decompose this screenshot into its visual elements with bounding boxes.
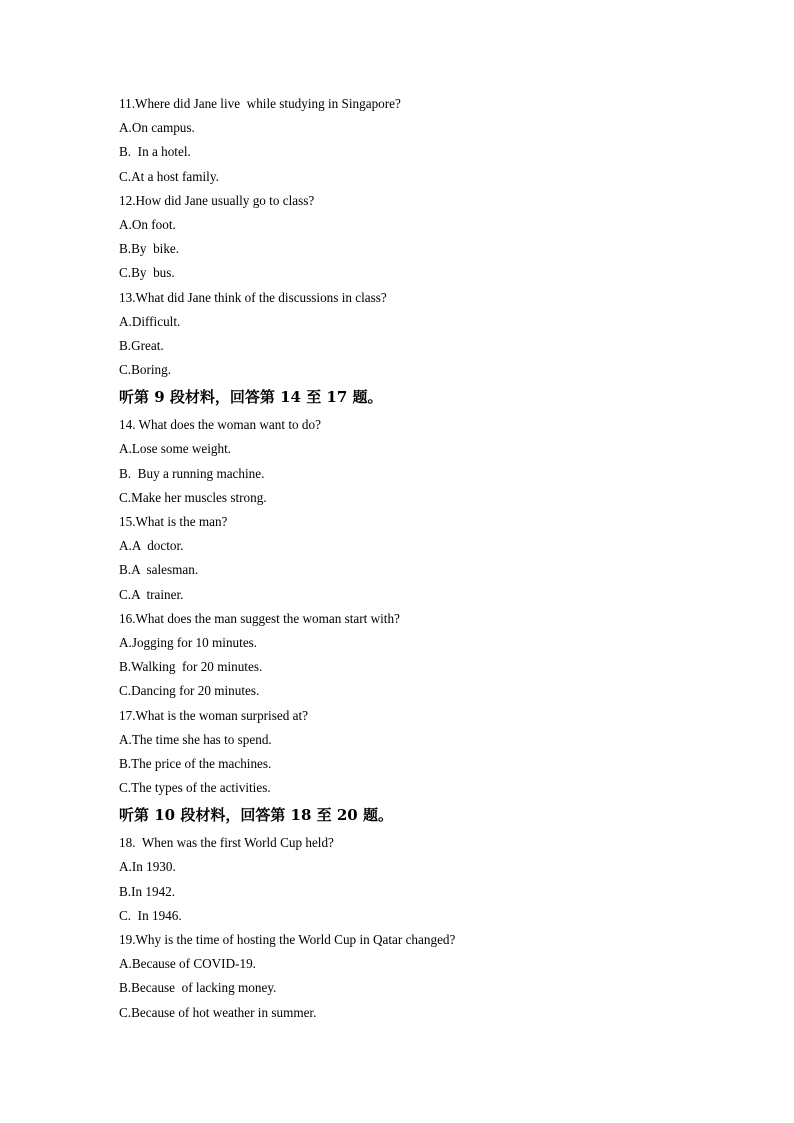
option-11-a: A.On campus. [119,120,195,136]
question-16: 16.What does the man suggest the woman start with? [119,610,400,626]
option-16-b: B.Walking for 20 minutes. [119,659,263,675]
section-heading-10: 听第 10 段材料，回答第 18 至 20 题。 [119,806,393,825]
option-19-c: C.Because of hot weather in summer. [119,1004,317,1020]
option-11-b: B. In a hotel. [119,144,191,160]
option-14-b: B. Buy a running machine. [119,465,265,481]
question-19: 19.Why is the time of hosting the World Cup in Qatar changed? [119,932,456,947]
option-12-a: A.On foot. [119,216,176,232]
question-18: 18. When was the first World Cup held? [119,835,334,851]
question-13: 13.What did Jane think of the discussions in class? [119,289,387,305]
option-16-a: A.Jogging for 10 minutes. [119,634,258,650]
option-15-b: B.A salesman. [119,562,199,578]
document-page [119,92,719,1025]
question-12: 12.How did Jane usually go to class? [119,192,315,208]
option-12-c: C.By bus. [119,265,175,281]
question-11: 11.Where did Jane live while studying in Singapore? [119,96,401,111]
option-19-a: A.Because of COVID-19. [119,956,256,972]
option-19-b: B.Because of lacking money. [119,980,277,996]
option-14-c: C.Make her muscles strong. [119,489,267,505]
option-18-b: B.In 1942. [119,883,176,899]
option-11-c: C.At a host family. [119,168,219,184]
option-12-b: B.By bike. [119,241,180,257]
option-15-a: A.A doctor. [119,538,184,554]
option-18-c: C. In 1946. [119,907,182,923]
question-14: 14. What does the woman want to do? [119,417,321,433]
section-heading-9: 听第 9 段材料，回答第 14 至 17 题。 [119,388,383,407]
question-15: 15.What is the man? [119,514,228,529]
option-17-a: A.The time she has to spend. [119,731,272,747]
option-14-a: A.Lose some weight. [119,441,232,457]
option-17-c: C.The types of the activities. [119,780,271,796]
option-13-c: C.Boring. [119,362,172,378]
option-13-a: A.Difficult. [119,313,181,329]
option-15-c: C.A trainer. [119,586,184,602]
option-13-b: B.Great. [119,337,164,353]
option-17-b: B.The price of the machines. [119,755,272,771]
question-17: 17.What is the woman surprised at? [119,707,308,723]
option-16-c: C.Dancing for 20 minutes. [119,683,260,699]
option-18-a: A.In 1930. [119,859,176,875]
